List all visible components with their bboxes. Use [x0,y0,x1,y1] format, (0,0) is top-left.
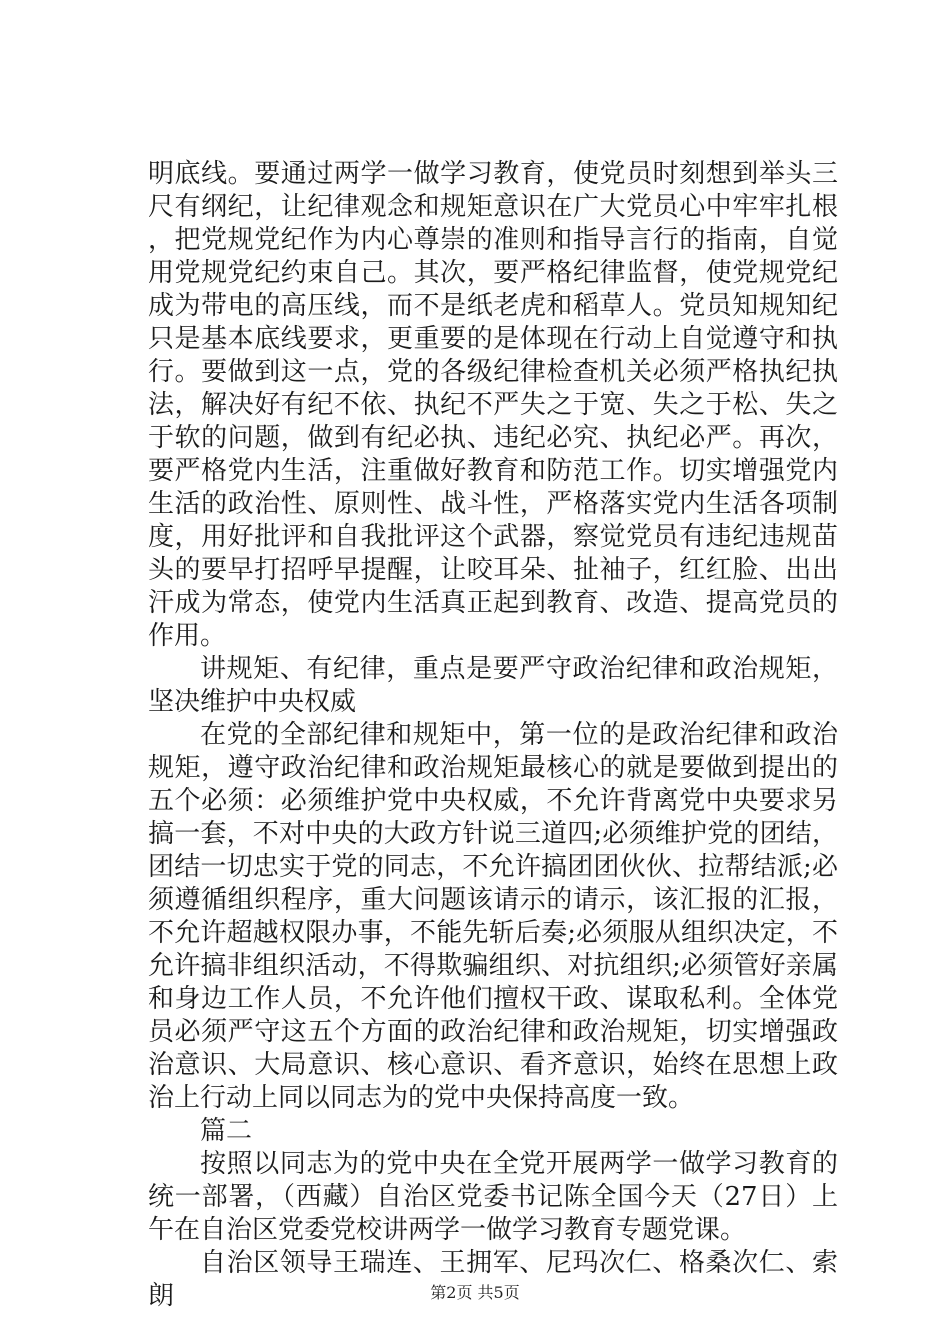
document-body [148,158,838,1313]
paragraph-6: 自治区领导王瑞连、王拥军、尼玛次仁、格桑次仁、索朗 [148,1248,838,1311]
paragraph-3: 在党的全部纪律和规矩中，第一位的是政治纪律和政治规矩，遵守政治纪律和政治规矩最核心的就是要做到提出的五个必须：必须维护党中央权威，不允许背离党中央要求另搞一套，不对中央的大政方针说三道四;必须维护党的团结，团结一切忠实于党的同志，不允许搞团团伙伙、拉帮结派;必须遵循组织程序，重大问题该请示的请示，该汇报的汇报，不允许超越权限办事，不能先斩后奏;必须服从组织决定，不允许搞非组织活动，不得欺骗组织、对抗组织;必须管好亲属和身边工作人员，不允许他们擅权干政、谋取私利。全体党员必须严守这五个方面的政治纪律和政治规矩，切实增强政治意识、大局意识、核心意识、看齐意识，始终在思想上政治上行动上同以同志为的党中央保持高度一致。 [148,720,838,1113]
section-label-part-two: 篇二 [200,1116,253,1146]
page-number-footer: 第2页 共5页 [430,1283,520,1302]
paragraph-2-heading: 讲规矩、有纪律，重点是要严守政治纪律和政治规矩，坚决维护中央权威 [148,654,838,717]
paragraph-1: 明底线。要通过两学一做学习教育，使党员时刻想到举头三尺有纲纪，让纪律观念和规矩意识在广大党员心中牢牢扎根，把党规党纪作为内心尊崇的准则和指导言行的指南，自觉用党规党纪约束自己。其次，要严格纪律监督，使党规党纪成为带电的高压线，而不是纸老虎和稻草人。党员知规知纪只是基本底线要求，更重要的是体现在行动上自觉遵守和执行。要做到这一点，党的各级纪律检查机关必须严格执纪执法，解决好有纪不依、执纪不严失之于宽、失之于松、失之于软的问题，做到有纪必执、违纪必究、执纪必严。再次，要严格党内生活，注重做好教育和防范工作。切实增强党内生活的政治性、原则性、战斗性，严格落实党内生活各项制度，用好批评和自我批评这个武器，察觉党员有违纪违规苗头的要早打招呼早提醒，让咬耳朵、扯袖子，红红脸、出出汗成为常态，使党内生活真正起到教育、改造、提高党员的作用。 [148,159,838,651]
paragraph-5: 按照以同志为的党中央在全党开展两学一做学习教育的统一部署，（西藏）自治区党委书记陈全国今天（27日）上午在自治区党委党校讲两学一做学习教育专题党课。 [148,1149,838,1245]
